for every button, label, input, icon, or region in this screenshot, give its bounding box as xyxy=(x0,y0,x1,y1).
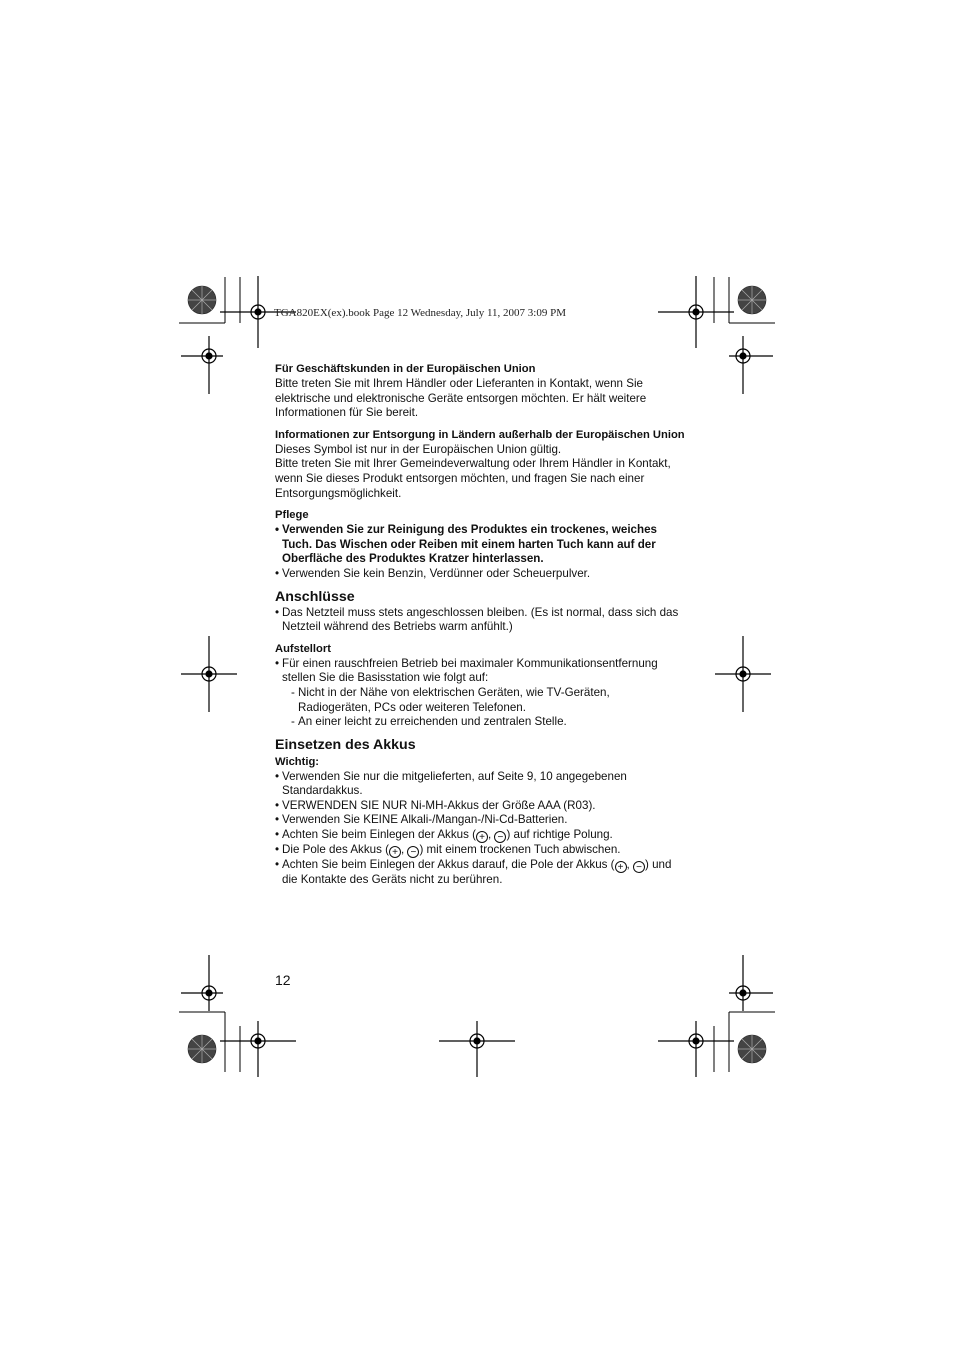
minus-pole-icon: − xyxy=(633,861,645,873)
separator: , xyxy=(626,858,633,872)
section-title: Informationen zur Entsorgung in Ländern außerhalb der Europäischen Union xyxy=(275,428,685,441)
bullet-list xyxy=(275,657,685,730)
section-title: Aufstellort xyxy=(275,642,331,655)
section-heading: Anschlüsse xyxy=(275,588,355,605)
section-title: Für Geschäftskunden in der Europäischen Union xyxy=(275,363,536,375)
text: ) und die Kontakte des Geräts nicht zu berühren. xyxy=(282,858,672,887)
text: Achten Sie beim Einlegen der Akkus ( xyxy=(282,828,476,842)
section-eu-business xyxy=(275,361,685,421)
page-content xyxy=(275,361,685,894)
minus-pole-icon: − xyxy=(407,846,419,858)
list-item xyxy=(275,828,685,843)
paragraph: Bitte treten Sie mit Ihrer Gemeindeverwaltung oder Ihrem Händler in Kontakt, wenn Sie dieses Produkt entsorgen möchten, und fragen Sie nach einer Entsorgungsmöglichkeit. xyxy=(275,457,671,500)
page-number: 12 xyxy=(275,972,291,988)
list-item: • Verwenden Sie kein Benzin, Verdünner oder Scheuerpulver. xyxy=(275,567,685,582)
separator: , xyxy=(400,843,408,857)
section-battery-insertion xyxy=(275,736,685,888)
book-header-line: TGA820EX(ex).book Page 12 Wednesday, July 11, 2007 3:09 PM xyxy=(274,307,567,319)
bullet-list xyxy=(275,523,685,581)
section-title: Pflege xyxy=(275,509,309,522)
text: ) auf richtige Polung. xyxy=(506,828,613,842)
plus-pole-icon: + xyxy=(389,846,401,858)
list-item: - Nicht in der Nähe von elektrischen Geräten, wie TV-Geräten, Radiogeräten, PCs oder weiteren Telefonen. xyxy=(291,686,685,715)
list-item: - An einer leicht zu erreichenden und zentralen Stelle. xyxy=(291,715,685,730)
plus-pole-icon: + xyxy=(615,861,627,873)
list-item xyxy=(275,858,685,888)
section-non-eu-disposal xyxy=(275,427,685,501)
section-connections xyxy=(275,588,685,635)
list-item: • VERWENDEN SIE NUR Ni-MH-Akkus der Größe AAA (R03). xyxy=(275,799,685,814)
list-item xyxy=(275,657,685,730)
section-heading: Einsetzen des Akkus xyxy=(275,736,416,753)
minus-pole-icon: − xyxy=(494,831,506,843)
text: Achten Sie beim Einlegen der Akkus darauf, die Pole der Akkus ( xyxy=(282,858,615,872)
paragraph: Dieses Symbol ist nur in der Europäischen Union gültig. xyxy=(275,442,562,456)
text: ) mit einem trockenen Tuch abwischen. xyxy=(419,843,621,857)
section-title: Wichtig: xyxy=(275,755,320,768)
list-item: • Das Netzteil muss stets angeschlossen bleiben. (Es ist normal, dass sich das Netzteil während des Betriebs warm anfühlt.) xyxy=(275,606,685,635)
section-care xyxy=(275,507,685,581)
bullet-list xyxy=(275,606,685,635)
list-item xyxy=(275,843,685,858)
separator: , xyxy=(487,828,495,842)
text: Die Pole des Akkus ( xyxy=(282,843,389,857)
list-item-text: Für einen rauschfreien Betrieb bei maximaler Kommunikationsentfernung stellen Sie die Basisstation wie folgt auf: xyxy=(282,656,658,685)
list-item: • Verwenden Sie zur Reinigung des Produktes ein trockenes, weiches Tuch. Das Wischen oder Reiben mit einem harten Tuch kann auf der Oberfläche des Produktes Kratzer hinterlassen. xyxy=(275,523,685,567)
paragraph: Bitte treten Sie mit Ihrem Händler oder Lieferanten in Kontakt, wenn Sie elektrische und elektronische Geräte entsorgen möchten. Er hält weitere Informationen für Sie bereit. xyxy=(275,377,647,420)
list-item: • Verwenden Sie nur die mitgelieferten, auf Seite 9, 10 angegebenen Standardakkus. xyxy=(275,770,685,799)
dash-list xyxy=(282,686,685,730)
list-item: • Verwenden Sie KEINE Alkali-/Mangan-/Ni-Cd-Batterien. xyxy=(275,813,685,828)
section-placement xyxy=(275,641,685,730)
bullet-list xyxy=(275,770,685,888)
plus-pole-icon: + xyxy=(476,831,488,843)
